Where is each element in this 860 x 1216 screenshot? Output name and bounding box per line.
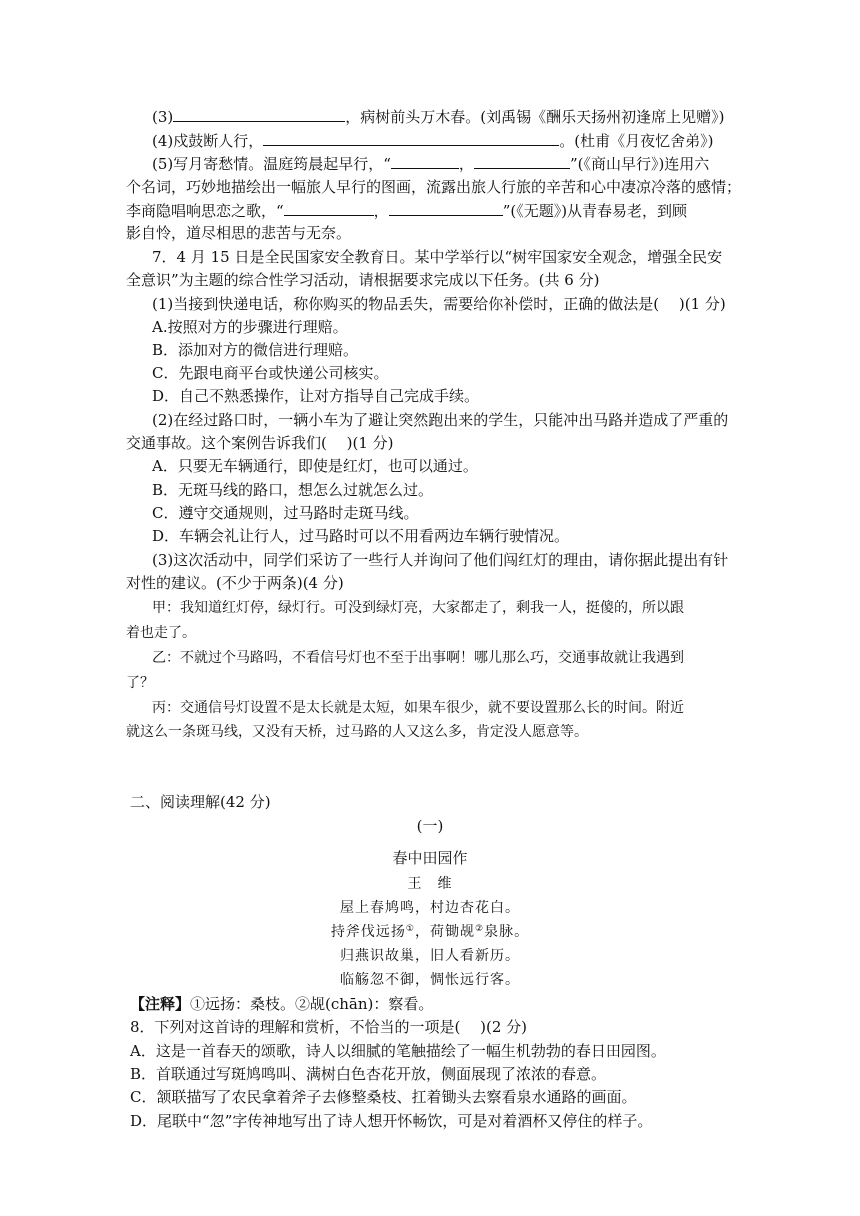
poem-line-4: 临觞忽不御，惆怅远行客。: [340, 972, 520, 988]
answer-blank[interactable]: [263, 130, 559, 146]
poem-line-2: [0, 922, 860, 942]
q7-sub1-option-a[interactable]: A.按照对方的步骤进行理赔。: [152, 318, 348, 336]
poem-line-3: 归燕识故巢，旧人看新历。: [340, 948, 520, 964]
q7-sub2-option-a[interactable]: A．只要无车辆通行，即使是红灯，也可以通过。: [152, 457, 478, 475]
q8-option-a[interactable]: A．这是一首春天的颂歌，诗人以细腻的笔触描绘了一幅生机勃勃的春日田园图。: [130, 1042, 666, 1060]
q7-sub2-option-c[interactable]: C．遵守交通规则，过马路时走斑马线。: [152, 504, 419, 522]
poem-notes: [130, 994, 433, 1014]
q7-sub3-question-cont: 对性的建议。(不少于两条)(4 分): [126, 574, 344, 592]
fill-blank-4-suffix: 。(杜甫《月夜忆舍弟》): [559, 132, 714, 150]
answer-blank[interactable]: [389, 200, 503, 216]
interview-bing-cont: 就这么一条斑马线，又没有天桥，过马路的人又这么多，肯定没人愿意等。: [126, 724, 588, 740]
answer-blank[interactable]: [474, 153, 570, 169]
q7-sub2-option-d[interactable]: D．车辆会礼让行人，过马路时可以不用看两边车辆行驶情况。: [152, 527, 570, 545]
fill-blank-5-text: (5)写月寄愁情。温庭筠晨起早行，“: [152, 155, 391, 173]
q8-option-d[interactable]: D．尾联中“忽”字传神地写出了诗人想开怀畅饮，可是对着酒杯又停住的样子。: [130, 1112, 653, 1130]
part-label: (一): [416, 817, 444, 835]
answer-blank[interactable]: [284, 200, 374, 216]
q8-option-c[interactable]: C．颔联描写了农民拿着斧子去修整桑枝、扛着锄头去察看泉水通路的画面。: [130, 1088, 637, 1106]
q7-sub1-question: (1)当接到快递电话，称你购买的物品丢失，需要给你补偿时，正确的做法是( )(1 分): [152, 295, 726, 313]
note-mark: ②: [475, 924, 485, 934]
note-text: ①远扬：桑枝。②觇(chān)：察看。: [190, 995, 434, 1013]
q7-sub1-option-c[interactable]: C．先跟电商平台或快递公司核实。: [152, 364, 389, 382]
fill-blank-5-text: ”(《商山早行》)连用六: [569, 155, 710, 173]
fill-blank-4: [152, 130, 713, 151]
poem-author: 王 维: [407, 876, 453, 892]
fill-blank-3-suffix: ，病树前头万木春。(刘禹锡《酬乐天扬州初逢席上见赠》): [345, 108, 725, 126]
note-label: 【注释】: [130, 995, 191, 1013]
fill-blank-5-line4: 影自怜，道尽相思的悲苦与无奈。: [126, 224, 352, 242]
poem-title: 春中田园作: [392, 849, 468, 867]
fill-blank-5-line2: 个名词，巧妙地描绘出一幅旅人早行的图画，流露出旅人行旅的辛苦和心中凄凉冷落的感情；: [126, 178, 742, 196]
fill-blank-3: [152, 106, 724, 127]
answer-blank[interactable]: [391, 153, 459, 169]
fill-blank-4-prefix: (4)戍鼓断人行，: [152, 132, 264, 150]
q7-sub1-option-b[interactable]: B．添加对方的微信进行理赔。: [152, 341, 359, 359]
q7-intro: 7．4 月 15 日是全民国家安全教育日。某中学举行以“树牢国家安全观念，增强全民安: [152, 248, 723, 266]
fill-blank-5-text: 李商隐唱响思恋之歌，“: [126, 202, 284, 220]
fill-blank-5-text: ，: [458, 155, 474, 173]
poem-line-1: 屋上春鸠鸣，村边杏花白。: [340, 900, 520, 916]
fill-blank-5-text: ，: [373, 202, 389, 220]
fill-blank-5-line3: [126, 200, 687, 221]
fill-blank-5-text: ”(《无题》)从青春易老，到顾: [502, 202, 688, 220]
q7-sub2-question: (2)在经过路口时，一辆小车为了避让突然跑出来的学生，只能冲出马路并造成了严重的: [152, 411, 729, 429]
fill-blank-5-line1: [152, 153, 709, 174]
poem-text: ，荷锄觇: [415, 924, 475, 940]
q7-sub3-question: (3)这次活动中，同学们采访了一些行人并询问了他们闯红灯的理由，请你据此提出有针: [152, 551, 729, 569]
q7-intro-cont: 全意识”为主题的综合性学习活动，请根据要求完成以下任务。(共 6 分): [126, 271, 600, 289]
poem-text: 持斧伐远扬: [330, 924, 406, 940]
q7-sub2-option-b[interactable]: B．无斑马线的路口，想怎么过就怎么过。: [152, 481, 434, 499]
answer-blank[interactable]: [173, 106, 345, 122]
interview-bing: 丙：交通信号灯设置不是太长就是太短，如果车很少，就不要设置那么长的时间。附近: [152, 700, 684, 716]
q8-question: 8．下列对这首诗的理解和赏析，不恰当的一项是( )(2 分): [130, 1018, 528, 1036]
q8-option-b[interactable]: B．首联通过写斑鸠鸣叫、满树白色杏花开放，侧面展现了浓浓的春意。: [130, 1065, 607, 1083]
poem-text: 泉脉。: [484, 924, 530, 940]
interview-jia: 甲：我知道红灯停，绿灯行。可没到绿灯亮，大家都走了，剩我一人，挺傻的，所以跟: [152, 600, 684, 616]
interview-yi-cont: 了？: [126, 675, 154, 691]
interview-yi: 乙：不就过个马路吗，不看信号灯也不至于出事啊！哪儿那么巧，交通事故就让我遇到: [152, 650, 684, 666]
note-mark: ①: [405, 924, 415, 934]
interview-jia-cont: 着也走了。: [126, 625, 196, 641]
fill-blank-3-prefix: (3): [152, 108, 174, 126]
q7-sub1-option-d[interactable]: D．自己不熟悉操作，让对方指导自己完成手续。: [152, 387, 480, 405]
q7-sub2-question-cont: 交通事故。这个案例告诉我们( )(1 分): [126, 434, 394, 452]
section-heading: 二、阅读理解(42 分): [130, 793, 271, 811]
